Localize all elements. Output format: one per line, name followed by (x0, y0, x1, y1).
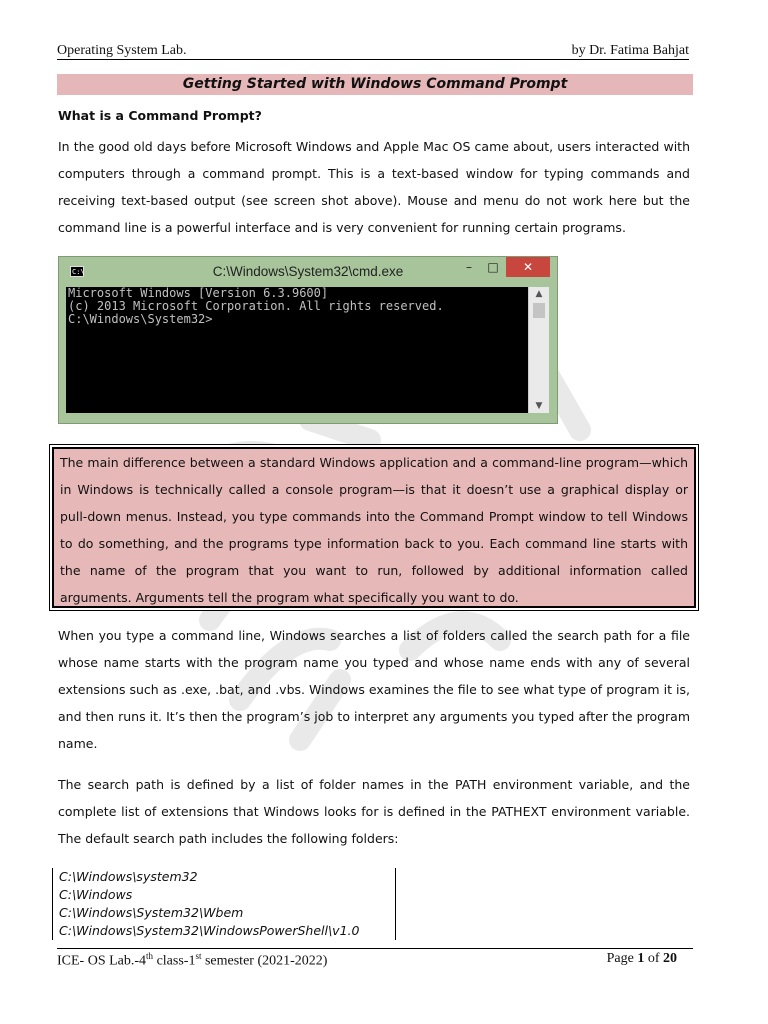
console-prompt-line: C:\Windows\System32> (68, 312, 213, 326)
highlight-paragraph: The main difference between a standard Windows application and a command-line program—which in Windows is technically called a console program—is that it doesn’t use a graphical display or pull-down menus. Instead, you type commands into the Command Prompt window to tell Windows to do something, and the programs type information back to you. Each command line starts with the name of the program that you want to run, followed by additional information called arguments. Arguments tell the program what specifically you want to do. (52, 447, 696, 608)
scroll-thumb (533, 303, 545, 318)
header-author: by Dr. Fatima Bahjat (571, 43, 689, 58)
highlight-box (49, 444, 699, 611)
footer-course-info: ICE- OS Lab.-4th class-1st semester (2021-2022) (57, 951, 328, 969)
page-header (57, 43, 689, 60)
close-icon: ✕ (506, 257, 550, 277)
console-line: (c) 2013 Microsoft Corporation. All rights reserved. (68, 299, 444, 313)
folder-list (52, 868, 396, 940)
cmd-app-icon: C:\ (72, 268, 85, 276)
folder-item: C:\Windows\System32\WindowsPowerShell\v1.0 (59, 923, 360, 938)
cmd-window-screenshot (58, 256, 558, 424)
cmd-window-title: C:\Windows\System32\cmd.exe (212, 264, 404, 279)
header-course: Operating System Lab. (57, 43, 187, 58)
page-number: Page 1 of 20 (606, 951, 677, 966)
cmd-titlebar (59, 257, 557, 287)
question-heading: What is a Command Prompt? (58, 108, 262, 123)
folder-item: C:\Windows (59, 887, 133, 902)
scroll-down-icon: ▼ (535, 401, 543, 411)
section-title: Getting Started with Windows Command Prompt (57, 74, 693, 95)
intro-paragraph: In the good old days before Microsoft Windows and Apple Mac OS came about, users interacted with computers through a command prompt. This is a text-based window for typing commands and receiving text-based output (see screen shot above). Mouse and menu do not work here but the command line is a powerful interface and is very convenient for running certain programs. (58, 139, 690, 235)
search-path-paragraph: When you type a command line, Windows searches a list of folders called the search path for a file whose name starts with the program name you typed and whose name ends with any of several extensions such as .exe, .bat, and .vbs. Windows examines the file to see what type of program it is, and then runs it. It’s then the program’s job to interpret any arguments you typed after the program name. (58, 628, 690, 751)
cmd-console-output (66, 287, 528, 413)
folder-item: C:\Windows\system32 (59, 869, 198, 884)
page-footer (57, 948, 693, 969)
minimize-icon: – (466, 260, 472, 274)
console-line: Microsoft Windows [Version 6.3.9600] (68, 287, 329, 300)
folder-item: C:\Windows\System32\Wbem (59, 905, 244, 920)
path-variable-paragraph: The search path is defined by a list of folder names in the PATH environment variable, and the complete list of extensions that Windows looks for is defined in the PATHEXT environment variable. The default search path includes the following folders: (58, 777, 690, 846)
maximize-icon: □ (487, 260, 499, 274)
cmd-scrollbar (528, 287, 549, 413)
scroll-up-icon: ▲ (535, 289, 543, 299)
